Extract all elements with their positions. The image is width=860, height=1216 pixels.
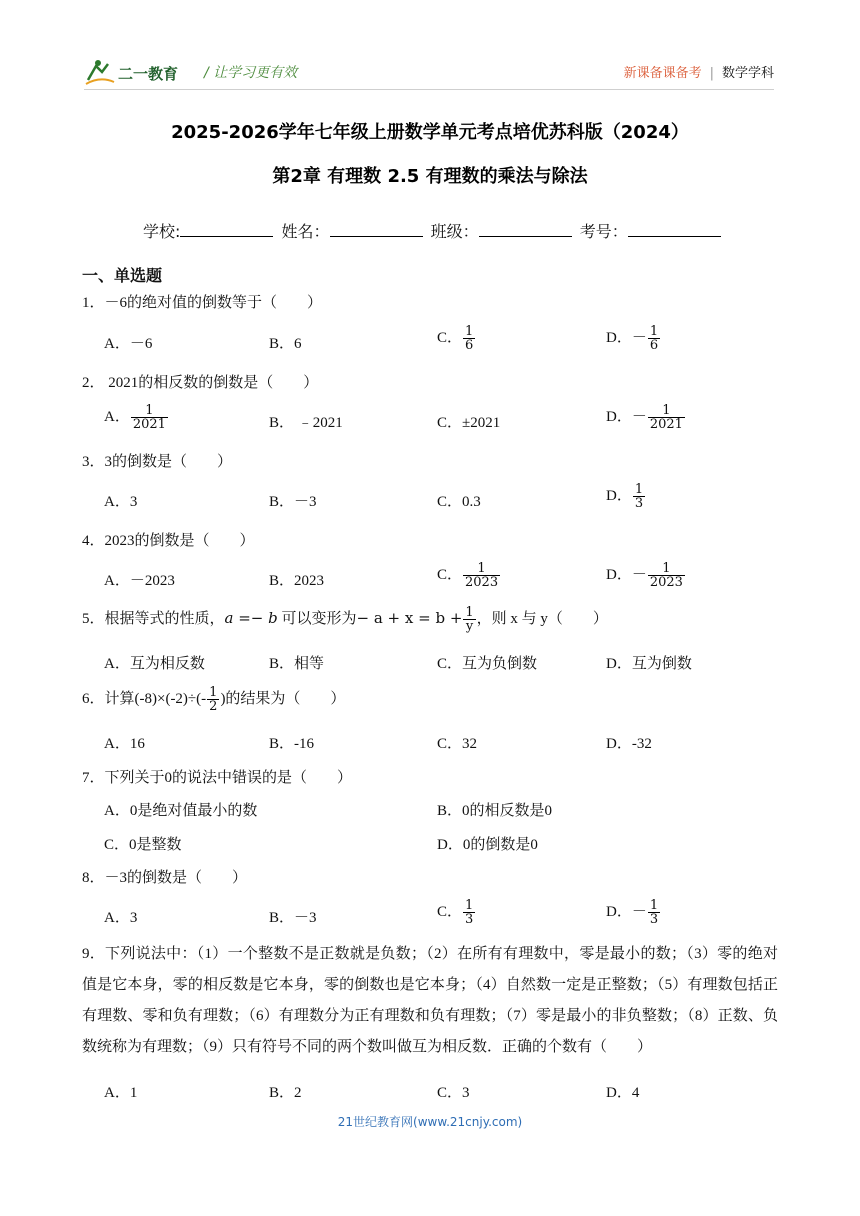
- option-3b[interactable]: B．－3: [269, 494, 317, 510]
- question-6: 6．计算(-8)×(-2)÷(- $\frac{1}{2}$ )的结果为（ ）: [82, 685, 346, 714]
- footer-source: 21世纪教育网(www.21cnjy.com): [337, 1115, 523, 1129]
- option-4c[interactable]: C． $\frac{1}{2023}$: [437, 561, 499, 590]
- option-9a[interactable]: A．1: [104, 1085, 138, 1101]
- option-8d[interactable]: D．－ $\frac{1}{3}$: [606, 898, 659, 927]
- option-3d[interactable]: D． $\frac{1}{3}$: [606, 482, 644, 511]
- number-label: 考号：: [579, 222, 628, 241]
- school-field[interactable]: [180, 222, 273, 237]
- header-separator: |: [709, 66, 714, 81]
- option-9d[interactable]: D．4: [606, 1085, 640, 1101]
- number-field[interactable]: [628, 222, 721, 237]
- option-2c[interactable]: C．±2021: [437, 415, 501, 431]
- section-heading: 一、单选题: [82, 266, 163, 285]
- question-2: 2． 2021的相反数的倒数是（ ）: [82, 375, 319, 391]
- option-4d[interactable]: D．－ $\frac{1}{2023}$: [606, 561, 683, 590]
- page-subtitle: 第2章 有理数 2.5 有理数的乘法与除法: [272, 166, 588, 187]
- question-1: 1．－6的绝对值的倒数等于（ ）: [82, 295, 323, 311]
- option-8c[interactable]: C． $\frac{1}{3}$: [437, 898, 474, 927]
- slogan: / 让学习更有效: [204, 65, 298, 81]
- option-1c[interactable]: C． $\frac{1}{6}$: [437, 324, 474, 353]
- option-1a[interactable]: A．－6: [104, 336, 153, 352]
- option-5a[interactable]: A．互为相反数: [104, 656, 205, 672]
- name-label: 姓名：: [281, 222, 330, 241]
- question-3: 3．3的倒数是（ ）: [82, 454, 233, 470]
- student-info-line: [143, 219, 724, 242]
- option-5c[interactable]: C．互为负倒数: [437, 656, 538, 672]
- question-7: 7．下列关于0的说法中错误的是（ ）: [82, 770, 353, 786]
- logo-text: 二一教育: [118, 65, 179, 83]
- option-4b[interactable]: B．2023: [269, 573, 325, 589]
- option-7b[interactable]: B．0的相反数是0: [437, 803, 553, 819]
- option-8b[interactable]: B．－3: [269, 910, 317, 926]
- question-5: 5．根据等式的性质，a =− b 可以变形为− a + x = b + $\frac{1}{y}$ ，则 x 与 y（ ）: [82, 605, 608, 634]
- option-7d[interactable]: D．0的倒数是0: [437, 837, 538, 853]
- option-6c[interactable]: C．32: [437, 736, 478, 752]
- option-7a[interactable]: A．0是绝对值最小的数: [104, 803, 258, 819]
- option-5d[interactable]: D．互为倒数: [606, 656, 692, 672]
- header-divider: [84, 89, 774, 90]
- option-6a[interactable]: A．16: [104, 736, 145, 752]
- option-2a[interactable]: A． $\frac{1}{2021}$: [104, 403, 166, 432]
- header-right: [624, 62, 774, 81]
- option-6d[interactable]: D．-32: [606, 736, 652, 752]
- option-6b[interactable]: B．-16: [269, 736, 315, 752]
- option-9c[interactable]: C．3: [437, 1085, 470, 1101]
- option-7c[interactable]: C．0是整数: [104, 837, 182, 853]
- option-3a[interactable]: A．3: [104, 494, 138, 510]
- option-5b[interactable]: B．相等: [269, 656, 325, 672]
- question-4: 4．2023的倒数是（ ）: [82, 533, 255, 549]
- class-label: 班级：: [430, 222, 479, 241]
- option-8a[interactable]: A．3: [104, 910, 138, 926]
- option-4a[interactable]: A．－2023: [104, 573, 175, 589]
- option-1d[interactable]: D．－ $\frac{1}{6}$: [606, 324, 659, 353]
- brand-logo: [84, 58, 192, 88]
- header-tag: 新课备课备考: [623, 66, 702, 81]
- school-label: 学校:: [143, 222, 181, 241]
- option-2d[interactable]: D．－ $\frac{1}{2021}$: [606, 403, 683, 432]
- option-9b[interactable]: B．2: [269, 1085, 302, 1101]
- question-9: 9．下列说法中：（1）一个整数不是正数就是负数；（2）在所有有理数中，零是最小的数；（3）零的绝对值是它本身，零的相反数是它本身，零的倒数也是它本身；（4）自然数一定是正整数；（5）有理数包括正有理数、零和负有理数；（6）有理数分为正有理数和负有理数；（7）零是最小的非负整数；（8）正数、负数统称为有理数；（9）只有符号不同的两个数叫做互为相反数．正确的个数有（ ）: [82, 946, 778, 1055]
- option-2b[interactable]: B． ﹣2021: [269, 415, 343, 431]
- option-3c[interactable]: C．0.3: [437, 494, 481, 510]
- option-1b[interactable]: B．6: [269, 336, 302, 352]
- question-8: 8．－3的倒数是（ ）: [82, 870, 248, 886]
- header-subject: 数学学科: [721, 66, 774, 81]
- name-field[interactable]: [330, 222, 423, 237]
- page-title: 2025-2026学年七年级上册数学单元考点培优苏科版（2024）: [171, 122, 689, 143]
- class-field[interactable]: [479, 222, 572, 237]
